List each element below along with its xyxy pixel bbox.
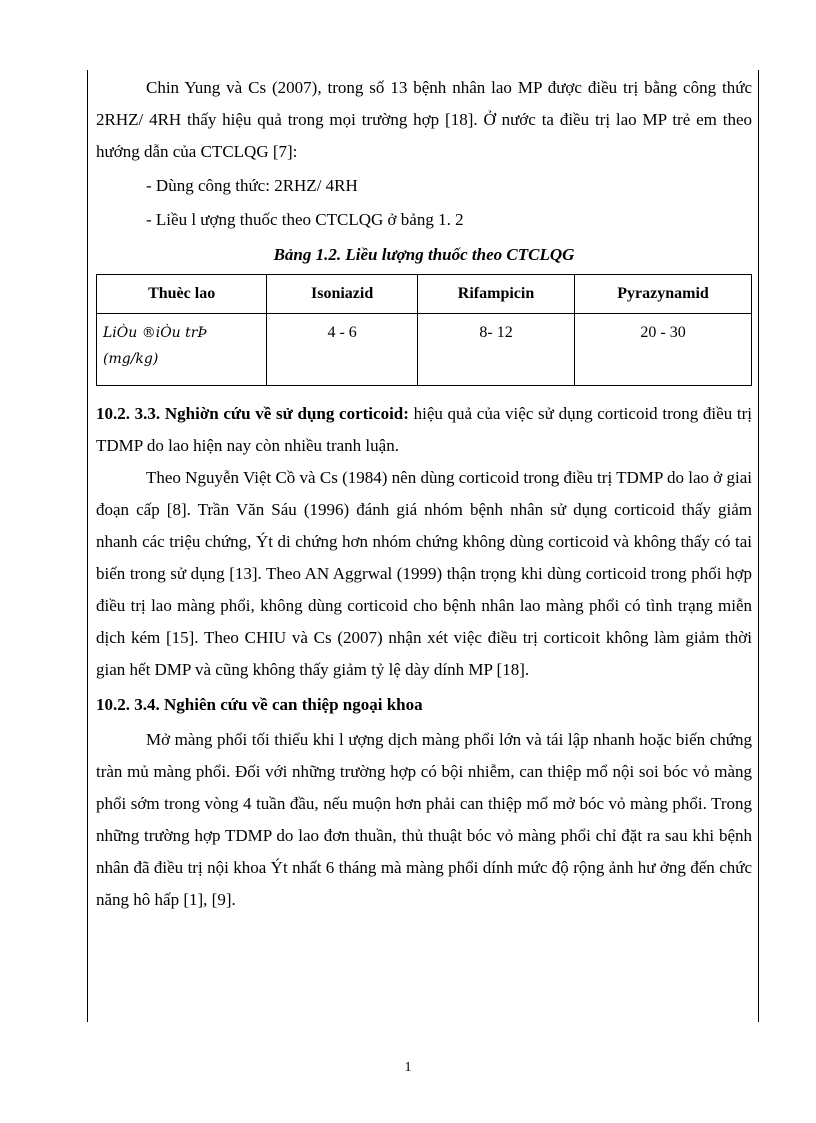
document-body [96,72,752,916]
table-caption: Bảng 1.2. Liều lượng thuốc theo CTCLQG [273,245,575,264]
section-3-3-lead-text: hiệu quả của việc sử dụng corticoid trong điều trị TDMP do lao hiện nay còn nhiều tranh luận. [96,404,752,455]
section-3-4-heading: 10.2. 3.4. Nghiên cứu về can thiệp ngoại khoa [96,695,423,714]
section-3-4-body: Mở màng phổi tối thiểu khi l ượng dịch màng phổi lớn và tái lập nhanh hoặc biến chứng tràn mủ màng phổi. Đối với những trường hợp có bội nhiễm, can thiệp mổ nội soi bóc vỏ màng phổi sớm trong vòng 4 tuần đầu, nếu muộn hơn phải can thiệp mổ mở bóc vỏ màng phổi. Trong những trường hợp TDMP do lao đơn thuần, thủ thuật bóc vỏ màng phổi chỉ đặt ra sau khi bệnh nhân đã điều trị nội khoa Ýt nhất 6 tháng mà màng phổi dính mức độ rộng ảnh hư ởng đến chức năng hô hấp [1], [9]. [96,730,752,909]
table-row-dosage [97,314,752,386]
row-label-dosage: LiÒu ®iÒu trÞ (mg/kg) [97,314,267,386]
bullet-formula: - Dùng công thức: 2RHZ/ 4RH [146,176,358,195]
table-header-row [97,275,752,314]
section-3-3-body: Theo Nguyễn Việt Cồ và Cs (1984) nên dùng corticoid trong điều trị TDMP do lao ở giai đoạn cấp [8]. Trần Văn Sáu (1996) đánh giá nhóm bệnh nhân sử dụng corticoid thấy giảm nhanh các triệu chứng, Ýt di chứng hơn nhóm chứng không dùng corticoid và không thấy có tai biến trong sử dụng [13]. Theo AN Aggrwal (1999) thận trọng khi dùng corticoid trong phối hợp điều trị lao màng phổi, không dùng corticoid cho bệnh nhân lao màng phổi có tình trạng miễn dịch kém [15]. Theo CHIU và Cs (2007) nhận xét việc điều trị corticoit không làm giảm thời gian hết DMP và cũng không thấy giảm tỷ lệ dày dính MP [18]. [96,468,752,679]
section-3-3-heading: 10.2. 3.3. Nghiờn cứu về sử dụng corticoid: [96,404,409,423]
value-pyrazynamid: 20 - 30 [575,314,752,386]
header-drug: Thuèc lao [97,275,267,314]
page-number: 1 [404,1060,412,1075]
header-isoniazid: Isoniazid [267,275,418,314]
dosage-table [96,274,752,386]
bullet-dosage: - Liều l ượng thuốc theo CTCLQG ở bảng 1. 2 [146,210,464,229]
paragraph-intro: Chin Yung và Cs (2007), trong số 13 bệnh nhân lao MP được điều trị bằng công thức 2RHZ/ 4RH thấy hiệu quả trong mọi trường hợp [18]. Ở nước ta điều trị lao MP trẻ em theo hướng dẫn của CTCLQG [7]: [96,78,752,161]
section-3-3-lead [96,398,752,462]
header-rifampicin: Rifampicin [417,275,574,314]
value-isoniazid: 4 - 6 [267,314,418,386]
header-pyrazynamid: Pyrazynamid [575,275,752,314]
value-rifampicin: 8- 12 [417,314,574,386]
